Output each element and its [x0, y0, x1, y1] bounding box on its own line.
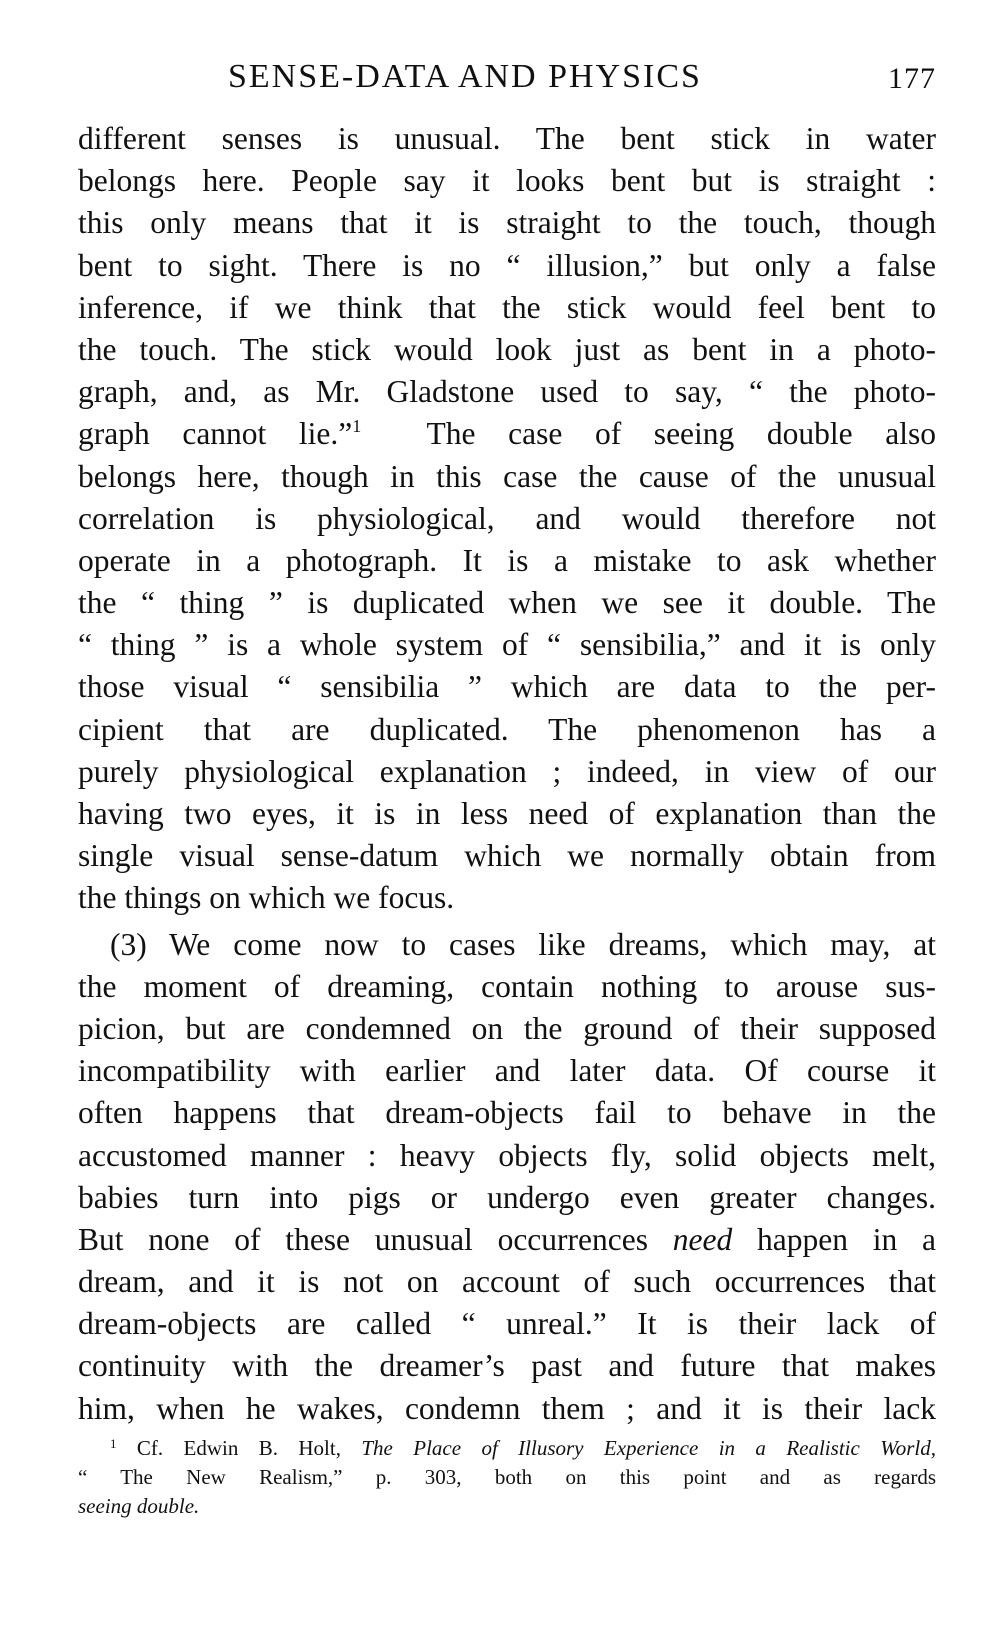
text-line: inference, if we think that the stick would feel bent to	[78, 289, 936, 325]
running-title: SENSE-DATA AND PHYSICS	[228, 58, 702, 95]
text-line: bent to sight. There is no “ illusion,” but only a false	[78, 247, 936, 283]
text-line: picion, but are condemned on the ground of their supposed	[78, 1010, 936, 1046]
text-line: cipient that are duplicated. The phenomenon has a	[78, 711, 936, 747]
text-line	[78, 413, 936, 455]
text-line: belongs here. People say it looks bent but is straight :	[78, 163, 936, 199]
footnote	[78, 1434, 936, 1521]
text-line: single visual sense-datum which we normally obtain from	[78, 838, 936, 874]
text-line: operate in a photograph. It is a mistake to ask whether	[78, 542, 936, 578]
text-line: the moment of dreaming, contain nothing to arouse sus-	[78, 968, 936, 1004]
text-line: the things on which we focus.	[78, 880, 455, 916]
text-line: him, when he wakes, condemn them ; and it is their lack	[78, 1390, 936, 1426]
page-number: 177	[888, 62, 936, 95]
text-segment: But none of these unusual occurrences	[78, 1221, 648, 1257]
footnote-line	[78, 1492, 936, 1521]
text-line: the touch. The stick would look just as bent in a photo-	[78, 331, 936, 367]
text-line: accustomed manner : heavy objects fly, solid objects melt,	[78, 1137, 936, 1173]
footnote-line: “ The New Realism,” p. 303, both on this point and as regards	[78, 1465, 936, 1489]
text-line: those visual “ sensibilia ” which are data to the per-	[78, 669, 936, 705]
text-line: babies turn into pigs or undergo even greater changes.	[78, 1179, 936, 1215]
text-line: this only means that it is straight to the touch, though	[78, 205, 936, 241]
footnote-title: The Place of Illusory Experience in a Realistic World,	[361, 1436, 937, 1460]
text-line: (3) We come now to cases like dreams, which may, at	[110, 926, 936, 962]
text-line: belongs here, though in this case the cause of the unusual	[78, 458, 936, 494]
text-line: having two eyes, it is in less need of explanation than the	[78, 796, 936, 831]
text-line: graph, and, as Mr. Gladstone used to say, “ the photo-	[78, 374, 936, 410]
text-line: dream, and it is not on account of such occurrences that	[78, 1264, 936, 1300]
body-text	[78, 118, 936, 1430]
footnote-emphasis: seeing double.	[78, 1494, 200, 1518]
footnote-intro: Cf. Edwin B. Holt,	[136, 1436, 341, 1460]
text-line: correlation is physiological, and would therefore not	[78, 500, 936, 536]
emphasis: need	[672, 1221, 733, 1257]
text-segment: happen in a	[757, 1221, 937, 1257]
text-line: continuity with the dreamer’s past and future that makes	[78, 1348, 936, 1384]
running-head	[78, 58, 936, 108]
text-line: purely physiological explanation ; indeed, in view of our	[78, 753, 936, 789]
text-segment: graph cannot lie.”	[78, 416, 353, 452]
text-segment: The case of seeing double also	[426, 416, 937, 452]
text-line: different senses is unusual. The bent stick in water	[78, 121, 936, 156]
text-line: incompatibility with earlier and later data. Of course it	[78, 1053, 936, 1089]
text-line: often happens that dream-objects fail to behave in the	[78, 1095, 936, 1131]
footnote-reference: 1	[352, 416, 362, 437]
footnote-marker: 1	[110, 1436, 117, 1451]
text-line: dream-objects are called “ unreal.” It is their lack of	[78, 1306, 936, 1342]
footnote-line	[78, 1434, 936, 1463]
text-line	[78, 1219, 936, 1261]
text-line: “ thing ” is a whole system of “ sensibilia,” and it is only	[78, 627, 936, 663]
text-line: the “ thing ” is duplicated when we see it double. The	[78, 585, 936, 621]
